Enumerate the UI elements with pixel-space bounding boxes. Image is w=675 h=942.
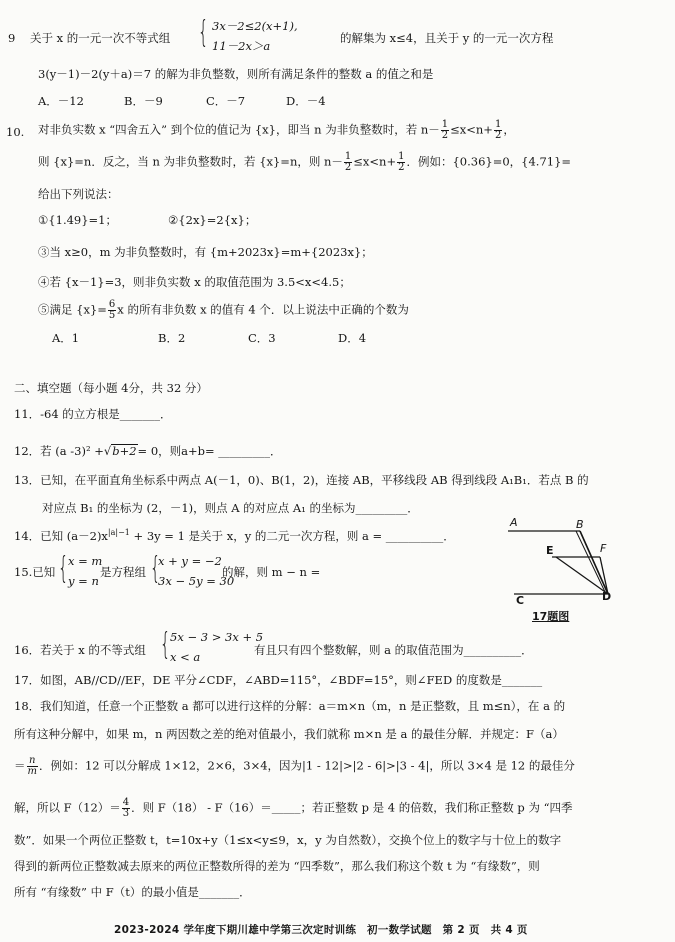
q10-l1-a: 对非负实数 x “四舍五入” 到个位的值记为 {x}，即当 n 为非负整数时，若 n－ [38, 122, 440, 137]
q12-b: = 0，则a+b= _________． [137, 444, 282, 458]
q18-l3-a: ＝ [14, 758, 26, 773]
point-d-label: D [602, 590, 612, 603]
q15-c: 的解，则 m − n = [222, 565, 321, 579]
q18-l3-b: ．例如：12 可以分解成 1×12，2×6，3×4，因为|1 - 12|>|2 - 6|>|3 - 4|，所以 3×4 是 12 的最佳分 [38, 758, 575, 773]
q18-line5: 数”．如果一个两位正整数 t，t=10x+y（1≤x<y≤9，x，y 为自然数），交换个位上的数字与十位上的数字 [14, 833, 562, 847]
q14 [14, 528, 455, 544]
q14-a: 14．已知 (a－2)x [14, 528, 108, 543]
q10-statement-4: ④若 {x－1}=3，则非负实数 x 的取值范围为 3.5<x<4.5； [38, 275, 351, 289]
q9-ineq1: 3x－2≤2(x+1), [212, 19, 298, 33]
q10-s5-a: ⑤满足 {x}= [38, 302, 107, 317]
q15-s1-row1: x = m [68, 554, 103, 568]
q10-s5-b: x 的所有非负数 x 的值有 4 个．以上说法中正确的个数为 [117, 302, 409, 317]
q10-statement-2: ②{2x}=2{x}； [168, 213, 257, 227]
q10-line3: 给出下列说法： [38, 187, 119, 201]
point-b-label: B [576, 518, 584, 531]
point-f-label: F [600, 542, 607, 555]
q18-l4-b: ．则 F（18） - F（16）＝_____；若正整数 p 是 4 的倍数，我们称正整数 p 为 “四季 [131, 800, 573, 815]
q18-line4 [14, 798, 573, 819]
fraction-half: $\frac{1}{2}$ [441, 119, 449, 141]
point-e-label: E [546, 544, 554, 557]
q18-line7: 所有 “有缘数” 中 F（t）的最小值是_______． [14, 885, 251, 899]
point-c-label: C [516, 594, 525, 607]
q17: 17．如图，AB//CD//EF，DE 平分∠CDF，∠ABD=115°，∠BDF=15°，则∠FED 的度数是_______ [14, 673, 543, 687]
q10-l2-a: 则 {x}=n．反之，当 n 为非负整数时，若 {x}=n，则 n－ [38, 154, 343, 169]
q15-b: 是方程组 [100, 565, 146, 579]
q15-a: 15.已知 [14, 565, 56, 579]
q9-option-b: B．－9 [124, 94, 163, 108]
section-title: 二、填空题（每小题 4分，共 32 分） [14, 381, 208, 395]
q10-option-b: B．2 [158, 331, 186, 345]
q10-l1-b: ≤x<n+ [450, 122, 493, 137]
q9-line2: 3(y－1)－2(y＋a)＝7 的解为非负整数，则所有满足条件的整数 a 的值之和是 [38, 67, 434, 81]
q12 [14, 444, 282, 459]
q18-line3 [14, 756, 575, 777]
q10-number: 10. [6, 125, 25, 139]
q9-option-a: A．－12 [38, 94, 84, 108]
q13-line1: 13．已知，在平面直角坐标系中两点 A(－1，0)、B(1，2)，连接 AB，平移线段 AB 得到线段 A₁B₁．若点 B 的 [14, 473, 589, 487]
q12-a: 12．若 (a -3)² + [14, 444, 104, 458]
q18-l4-a: 解，所以 F（12）＝ [14, 800, 121, 815]
brace-symbol: { [150, 551, 161, 586]
figure-17-caption: 17题图 [532, 610, 570, 623]
fraction-four-thirds: $\frac{4}{3}$ [122, 797, 130, 819]
q18-line1: 18．我们知道，任意一个正整数 a 都可以进行这样的分解：a＝m×n（m，n 是正整数，且 m≤n），在 a 的 [14, 699, 566, 713]
q16-row2: x < a [170, 650, 201, 664]
q16-row1: 5x − 3 > 3x + 5 [170, 630, 264, 644]
q9-ineq2: 11－2x＞a [212, 39, 271, 53]
q9-option-d: D．－4 [286, 94, 326, 108]
q10-statement-1: ①{1.49}=1； [38, 213, 118, 227]
page-footer: 2023-2024 学年度下期川雄中学第三次定时训练 初一数学试题 第 2 页 共 4 页 [114, 924, 528, 936]
fraction-half: $\frac{1}{2}$ [494, 119, 502, 141]
q10-option-c: C．3 [248, 331, 276, 345]
q9-text-b: 的解集为 x≤4，且关于 y 的一元一次方程 [340, 31, 554, 45]
brace-symbol: { [160, 627, 171, 662]
q15-s1-row2: y = n [68, 574, 99, 588]
q16-b: 有且只有四个整数解，则 a 的取值范围为__________． [254, 643, 533, 657]
q10-option-d: D．4 [338, 331, 367, 345]
brace-symbol: { [198, 15, 209, 50]
q10-option-a: A．1 [52, 331, 80, 345]
q16-a: 16．若关于 x 的不等式组 [14, 643, 146, 657]
q11: 11．-64 的立方根是_______． [14, 407, 172, 421]
q14-exponent: |a|−1 [107, 528, 130, 537]
brace-symbol: { [58, 551, 69, 586]
q14-b: + 3y = 1 是关于 x，y 的二元一次方程，则 a = __________． [129, 528, 455, 543]
q9-text-a: 关于 x 的一元一次不等式组 [30, 31, 171, 45]
q10-statement-5 [38, 300, 409, 321]
q10-statement-3: ③当 x≥0，m 为非负整数时，有 {m+2023x}=m+{2023x}； [38, 245, 373, 259]
q18-line6: 得到的新两位正整数减去原来的两位正整数所得的差为 “四季数”，那么我们称这个数 t 为 “有缘数”，则 [14, 859, 540, 873]
q15-s2-row2: 3x − 5y = 30 [158, 574, 235, 588]
q18-line2: 所有这种分解中，如果 m，n 两因数之差的绝对值最小，我们就称 m×n 是 a 的最佳分解．并规定：F（a） [14, 727, 564, 741]
q9-number: 9 [8, 31, 16, 45]
point-a-label: A [510, 516, 518, 529]
fraction-half: $\frac{1}{2}$ [344, 151, 352, 173]
fraction-n-over-m: $\frac{n}{m}$ [27, 755, 37, 777]
q10-l1-c: ， [503, 122, 515, 137]
q15-s2-row1: x + y = −2 [158, 554, 222, 568]
q9-option-c: C．－7 [206, 94, 246, 108]
q10-line2 [38, 152, 571, 173]
q10-l2-b: ≤x<n+ [353, 154, 397, 169]
q12-radicand: b+2 [112, 444, 137, 458]
sqrt-symbol: √ [103, 444, 112, 458]
fraction-half: $\frac{1}{2}$ [398, 151, 405, 173]
fraction-six-fifths: $\frac{6}{5}$ [108, 299, 116, 321]
q9-inequality-system [198, 14, 338, 58]
q10-l2-c: ．例如：{0.36}=0，{4.71}= [406, 154, 572, 169]
q10-line1 [38, 120, 515, 141]
q13-line2: 对应点 B₁ 的坐标为 (2，－1)，则点 A 的对应点 A₁ 的坐标为_________． [42, 501, 419, 515]
